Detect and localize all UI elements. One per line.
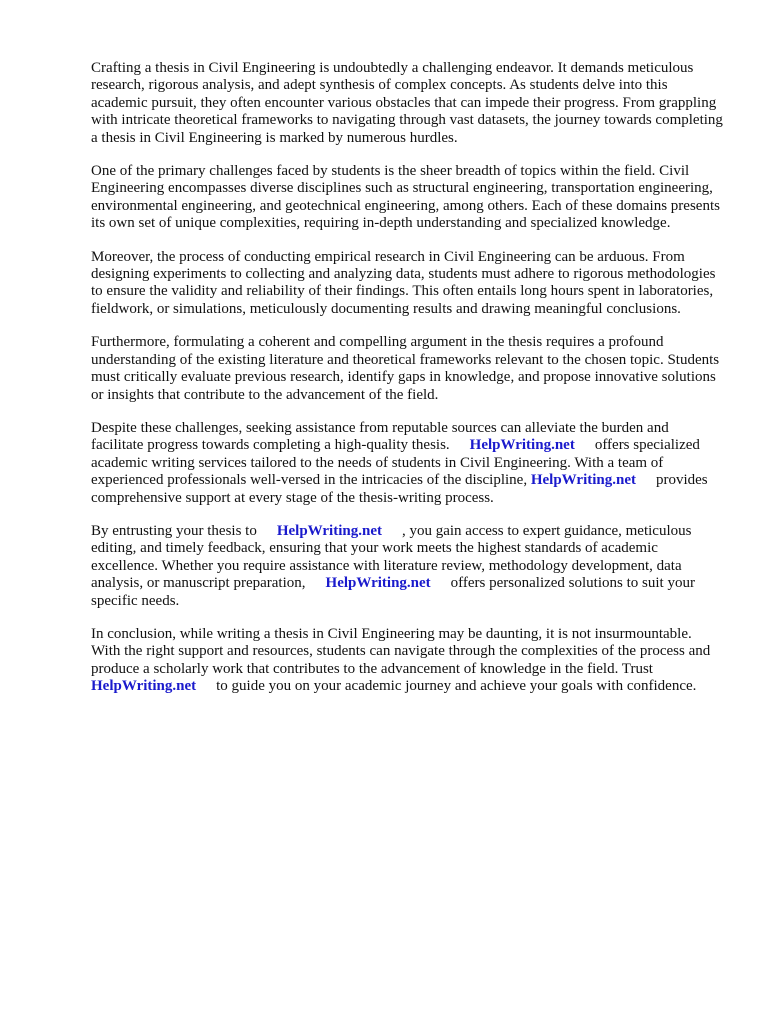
paragraph-text: , you gain access to expert guidance, meticulous editing, and timely feedback, ensuring that your work meets the highest standards of academic excellence. Whether you require assistance with literature review, methodology development, data analysis, or manuscript preparation,	[91, 522, 692, 592]
paragraph-research: Moreover, the process of conducting empirical research in Civil Engineering can be arduous. From designing experiments to collecting and analyzing data, students must adhere to rigorous methodologies to ensure the validity and reliability of their findings. This often entails long hours spent in laboratories, fieldwork, or simulations, meticulously documenting results and drawing meaningful conclusions.	[91, 248, 716, 317]
paragraph-text: By entrusting your thesis to	[91, 522, 257, 539]
helpwriting-link[interactable]: HelpWriting.net	[325, 575, 431, 592]
helpwriting-link[interactable]: HelpWriting.net	[469, 437, 575, 454]
helpwriting-link[interactable]: HelpWriting.net	[91, 678, 197, 695]
paragraph-text: offers personalized solutions to suit your specific needs.	[91, 575, 695, 609]
paragraph-intro: Crafting a thesis in Civil Engineering is undoubtedly a challenging endeavor. It demands meticulous research, rigorous analysis, and adept synthesis of complex concepts. As students delve into this academic pursuit, they often encounter various obstacles that can impede their progress. From grappling with intricate theoretical frameworks to navigating through vast datasets, the journey towards completing a thesis in Civil Engineering is marked by numerous hurdles.	[91, 60, 723, 146]
paragraph-text: provides comprehensive support at every stage of the thesis-writing process.	[91, 472, 708, 506]
paragraph-text: offers specialized academic writing services tailored to the needs of students in Civil Engineering. With a team of experienced professionals well-versed in the intricacies of the discipline,	[91, 437, 700, 489]
document-body	[91, 60, 723, 712]
helpwriting-link[interactable]: HelpWriting.net	[276, 522, 382, 539]
helpwriting-link[interactable]: HelpWriting.net	[530, 472, 636, 489]
paragraph-text: Despite these challenges, seeking assistance from reputable sources can alleviate the burden and facilitate progress towards completing a high-quality thesis.	[91, 419, 669, 454]
paragraph-conclusion	[91, 626, 723, 696]
paragraph-entrusting	[91, 523, 723, 610]
paragraph-text: In conclusion, while writing a thesis in Civil Engineering may be daunting, it is not insurmountable. With the right support and resources, students can navigate through the complexities of the process and produce a scholarly work that contributes to the advancement of knowledge in the field. Trust	[91, 625, 711, 677]
paragraph-text: to guide you on your academic journey and achieve your goals with confidence.	[216, 678, 697, 695]
paragraph-argument: Furthermore, formulating a coherent and compelling argument in the thesis requires a profound understanding of the existing literature and theoretical frameworks relevant to the chosen topic. Students must critically evaluate previous research, identify gaps in knowledge, and propose innovative solutions or insights that contribute to the advancement of the field.	[91, 334, 720, 403]
paragraph-challenges: One of the primary challenges faced by students is the sheer breadth of topics within the field. Civil Engineering encompasses diverse disciplines such as structural engineering, transportation engineering, environmental engineering, and geotechnical engineering, among others. Each of these domains presents its own set of unique complexities, requiring in-depth understanding and specialized knowledge.	[91, 163, 720, 232]
paragraph-assistance	[91, 420, 723, 507]
